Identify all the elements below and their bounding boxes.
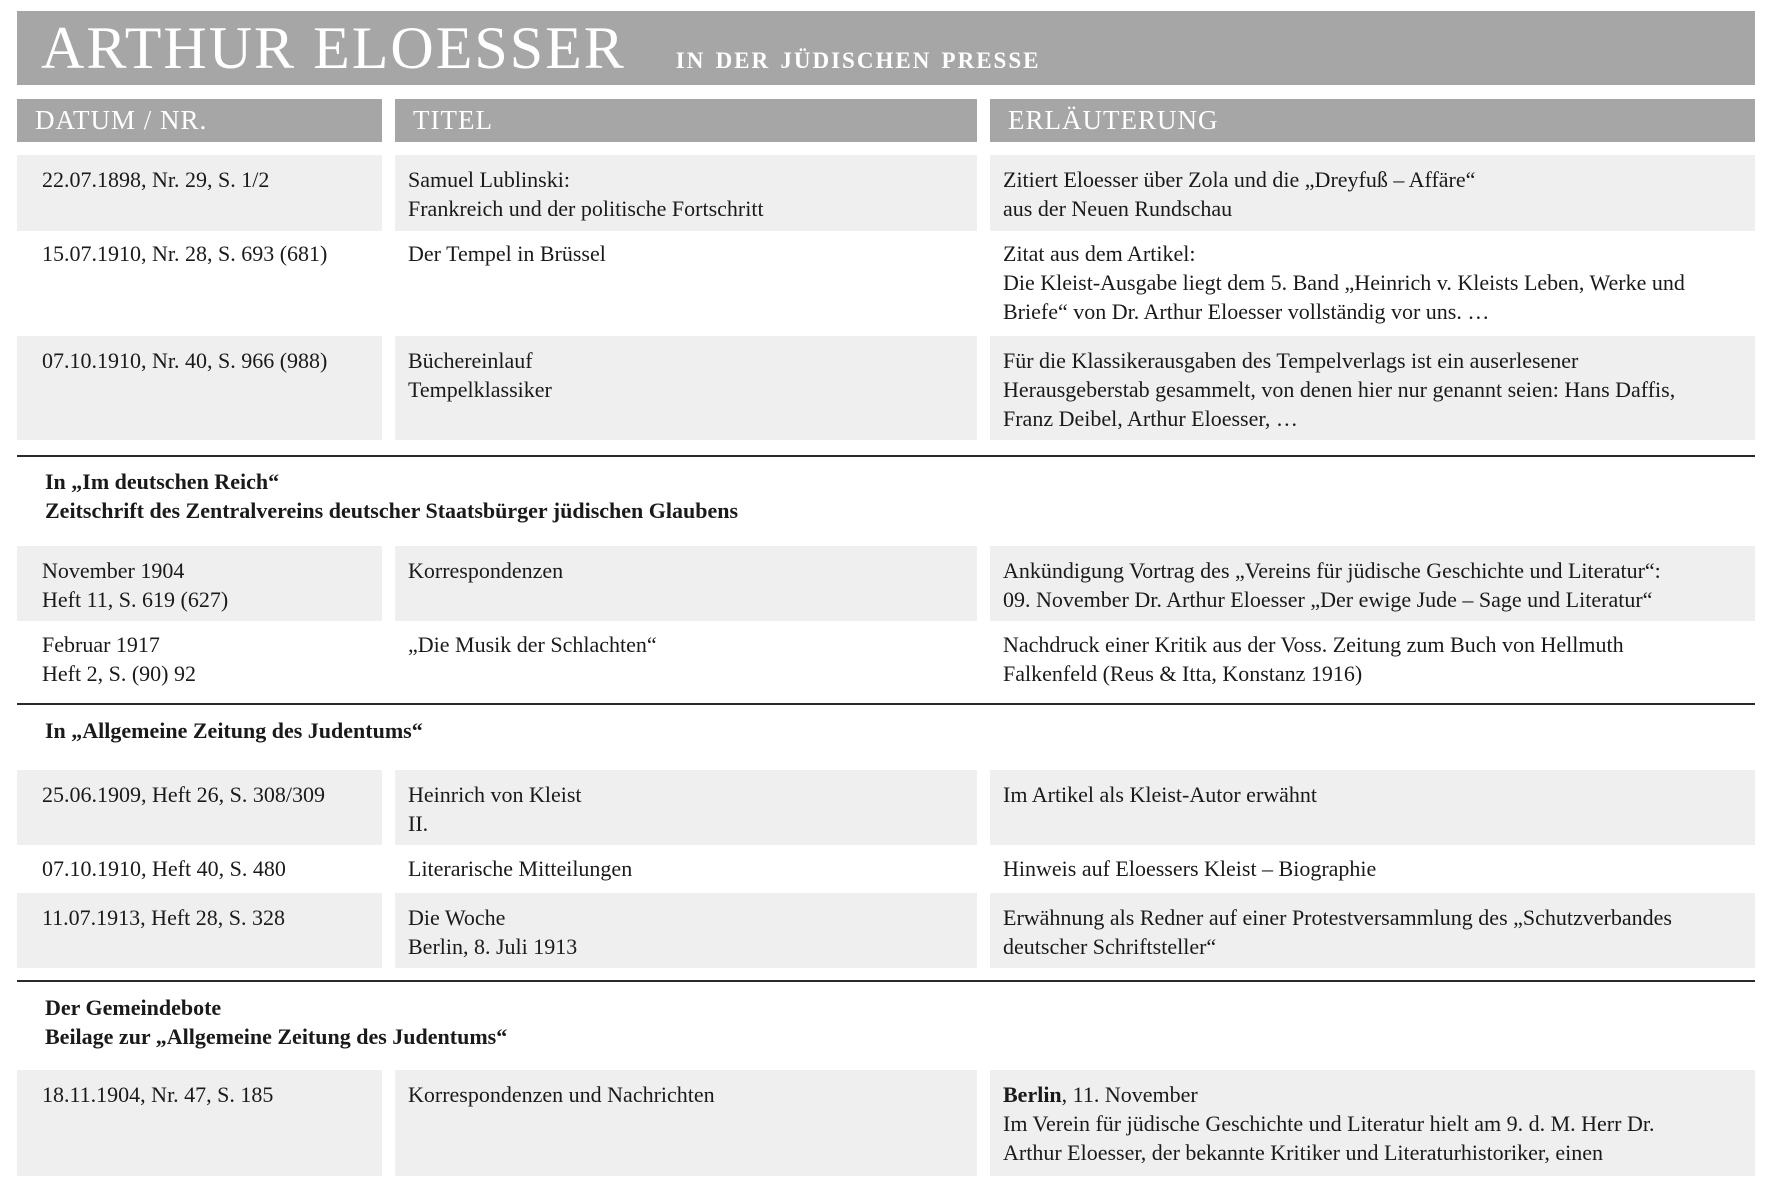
date-cell: 22.07.1898, Nr. 29, S. 1/2 [17,155,382,231]
section-heading: In „Allgemeine Zeitung des Judentums“ [45,718,423,743]
title-cell: Korrespondenzen [395,546,977,621]
title-bar [17,11,1755,85]
table-row [0,770,1772,845]
table-row [0,1070,1772,1176]
note-cell: Berlin, 11. November Im Verein für jüdische Geschichte und Literatur hielt am 9. d. M. Herr Dr. Arthur Eloesser, der bekannte Kritiker und Literaturhistoriker, einen [990,1070,1755,1176]
section-heading: In „Im deutschen Reich“ Zeitschrift des Zentralvereins deutscher Staatsbürger jüdischen Glaubens [45,469,739,523]
date-cell: 18.11.1904, Nr. 47, S. 185 [17,1070,382,1176]
title-cell: Samuel Lublinski: Frankreich und der politische Fortschritt [395,155,977,231]
note-cell: Ankündigung Vortrag des „Vereins für jüdische Geschichte und Literatur“: 09. November Dr. Arthur Eloesser „Der ewige Jude – Sage und Literatur“ [990,546,1755,621]
title-cell: Büchereinlauf Tempelklassiker [395,336,977,440]
title-cell: Korrespondenzen und Nachrichten [395,1070,977,1176]
title-cell: Der Tempel in Brüssel [408,241,606,266]
section-divider [17,980,1755,982]
note-cell: Nachdruck einer Kritik aus der Voss. Zeitung zum Buch von Hellmuth Falkenfeld (Reus & Itta, Konstanz 1916) [1003,632,1624,686]
date-cell: 11.07.1913, Heft 28, S. 328 [17,893,382,968]
column-header-note: ERLÄUTERUNG [990,99,1755,142]
table-row [0,229,1772,335]
page-title: ARTHUR ELOESSER [41,15,626,81]
section-divider [17,703,1755,705]
date-cell: 07.10.1910, Nr. 40, S. 966 (988) [17,336,382,440]
title-cell: „Die Musik der Schlachten“ [408,632,657,657]
table-row [0,546,1772,621]
table-row [0,336,1772,440]
date-cell: 15.07.1910, Nr. 28, S. 693 (681) [42,241,328,266]
note-cell: Erwähnung als Redner auf einer Protestversammlung des „Schutzverbandes deutscher Schriftsteller“ [990,893,1755,968]
date-cell: 07.10.1910, Heft 40, S. 480 [42,856,286,881]
title-cell: Die Woche Berlin, 8. Juli 1913 [395,893,977,968]
column-header-title: TITEL [395,99,977,142]
table-row [0,844,1772,893]
note-cell: Im Artikel als Kleist-Autor erwähnt [990,770,1755,845]
date-cell: 25.06.1909, Heft 26, S. 308/309 [17,770,382,845]
table-row [0,620,1772,700]
note-cell: Zitiert Eloesser über Zola und die „Dreyfuß – Affäre“ aus der Neuen Rundschau [990,155,1755,231]
title-cell: Literarische Mitteilungen [408,856,633,881]
column-header-date: DATUM / NR. [17,99,382,142]
page-subtitle: in der jüdischen presse [675,40,1041,76]
section-heading: Der Gemeindebote Beilage zur „Allgemeine Zeitung des Judentums“ [45,995,508,1049]
section-divider [17,455,1755,457]
table-row [0,893,1772,968]
dateline-place: Berlin [1003,1082,1062,1107]
note-cell: Für die Klassikerausgaben des Tempelverlags ist ein auserlesener Herausgeberstab gesammelt, von denen hier nur genannt seien: Hans Daffis, Franz Deibel, Arthur Eloesser, … [990,336,1755,440]
date-cell: November 1904 Heft 11, S. 619 (627) [17,546,382,621]
note-cell: Hinweis auf Eloessers Kleist – Biographie [1003,856,1377,881]
table-row [0,155,1772,231]
note-cell: Zitat aus dem Artikel: Die Kleist-Ausgabe liegt dem 5. Band „Heinrich v. Kleists Leben, Werke und Briefe“ von Dr. Arthur Eloesser vollständig vor uns. … [1003,241,1685,324]
date-cell: Februar 1917 Heft 2, S. (90) 92 [42,632,196,686]
title-cell: Heinrich von Kleist II. [395,770,977,845]
